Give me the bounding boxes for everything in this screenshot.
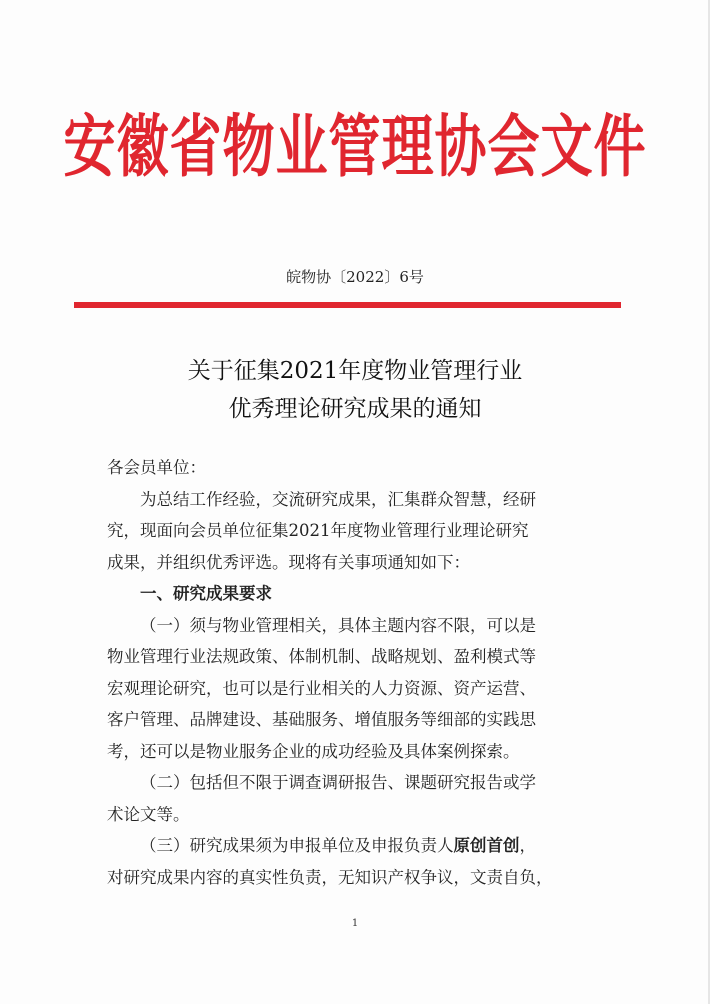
item1-line: 客户管理、品牌建设、基础服务、增值服务等细部的实践思 (107, 710, 536, 729)
notice-title-line-2: 优秀理论研究成果的通知 (228, 396, 482, 422)
item3-line (107, 830, 607, 862)
page-number: 1 (351, 918, 359, 929)
item1-line: 宏观理论研究，也可以是行业相关的人力资源、资产运营、 (107, 678, 536, 698)
item2-line: 术论文等。 (107, 804, 190, 824)
item3-suffix: ， (519, 836, 536, 855)
document-number: 皖物协〔2022〕6号 (286, 268, 424, 286)
item3-line: 对研究成果内容的真实性负责，无知识产权争议，文责自负， (107, 867, 553, 887)
item1-line: （一）须与物业管理相关，具体主题内容不限，可以是 (140, 615, 536, 635)
intro-line: 成果，并组织优秀评选。现将有关事项通知如下： (107, 552, 470, 572)
salutation: 各会员单位： (107, 458, 206, 477)
section-heading-requirements: 一、研究成果要求 (140, 584, 272, 603)
item3-emphasis: 原创首创 (453, 836, 520, 855)
item1-line: 物业管理行业法规政策、体制机制、战略规划、盈利模式等 (107, 647, 536, 666)
red-header-rule (74, 302, 621, 308)
org-header-title: 安徽省物业管理协会文件 (63, 108, 647, 187)
notice-body (107, 452, 607, 893)
item3-prefix: （三）研究成果须为申报单位及申报负责人 (140, 836, 454, 855)
intro-line: 为总结工作经验，交流研究成果，汇集群众智慧，经研 (140, 489, 536, 509)
item2-line: （二）包括但不限于调查调研报告、课题研究报告或学 (140, 773, 536, 792)
item1-line: 考，还可以是物业服务企业的成功经验及具体案例探索。 (107, 741, 520, 761)
notice-title-line-1: 关于征集2021年度物业管理行业 (187, 358, 523, 384)
intro-line: 究，现面向会员单位征集2021年度物业管理行业理论研究 (107, 521, 529, 540)
